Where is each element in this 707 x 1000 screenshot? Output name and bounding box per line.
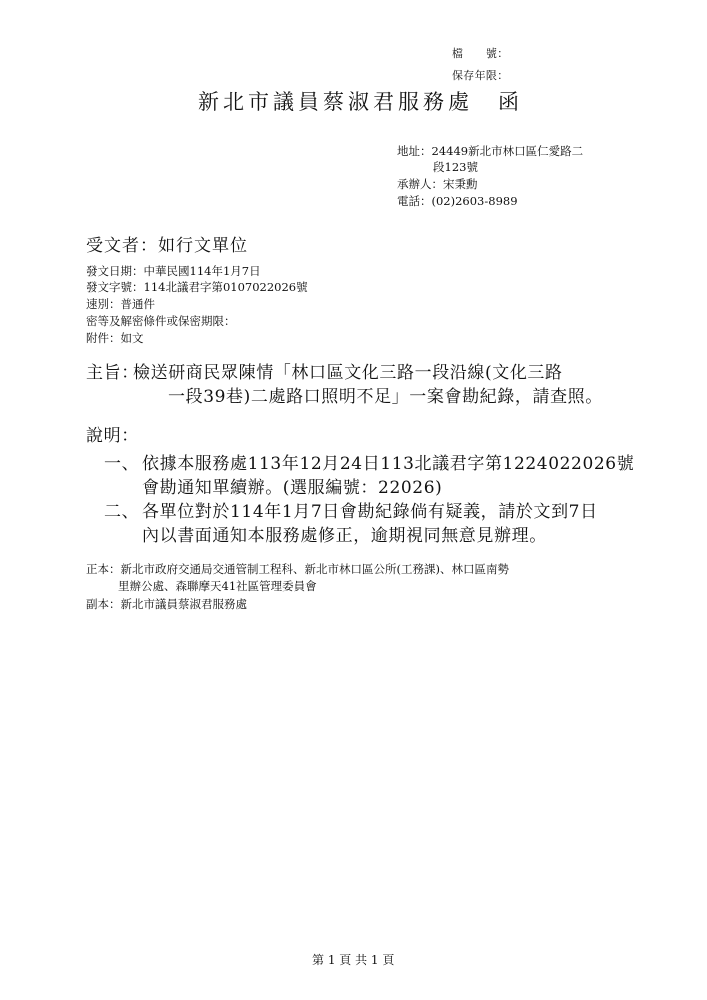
security-level: 密等及解密條件或保密期限： — [86, 314, 236, 328]
explanation-item-line2: 會勘通知單續辦。(選服編號：22026) — [142, 478, 443, 498]
recipient: 受文者：如行文單位 — [86, 236, 248, 256]
page-number: 第 1 頁 共 1 頁 — [312, 953, 395, 967]
document-title: 新北市議員蔡淑君服務處 函 — [198, 90, 523, 114]
subject-label: 主旨： — [86, 363, 139, 383]
delivery-speed: 速別：普通件 — [86, 297, 155, 311]
sender-contact: 承辦人：宋秉勳 — [397, 177, 478, 191]
copy-recipients: 副本：新北市議員蔡淑君服務處 — [86, 597, 247, 611]
main-recipients-line2: 里辦公處、森聯摩天41社區管理委員會 — [118, 579, 317, 593]
subject-line2: 一段39巷)二處路口照明不足」一案會勘紀錄，請查照。 — [168, 387, 603, 407]
attachment: 附件：如文 — [86, 331, 144, 345]
main-recipients-line1: 正本：新北市政府交通局交通管制工程科、新北市林口區公所(工務課)、林口區南勢 — [86, 562, 509, 576]
sender-phone: 電話：(02)2603-8989 — [397, 194, 518, 208]
sender-address-line2: 段123號 — [433, 160, 478, 174]
issue-date: 發文日期：中華民國114年1月7日 — [86, 264, 261, 278]
explanation-item-line1: 依據本服務處113年12月24日113北議君字第1224022026號 — [142, 454, 635, 474]
file-number-label: 檔 號： — [452, 47, 509, 60]
explanation-item-line1: 各單位對於114年1月7日會勘紀錄倘有疑義，請於文到7日 — [142, 502, 598, 522]
explanation-item-number: 二、 — [104, 502, 140, 522]
retention-label: 保存年限： — [452, 69, 509, 82]
document-number: 發文字號：114北議君字第0107022026號 — [86, 280, 308, 294]
subject-line1: 檢送研商民眾陳情「林口區文化三路一段沿線(文化三路 — [133, 363, 563, 383]
explanation-item-line2: 內以書面通知本服務處修正，逾期視同無意見辦理。 — [142, 526, 547, 546]
explanation-item-number: 一、 — [104, 454, 140, 474]
explanation-label: 說明： — [86, 426, 139, 446]
sender-address-line1: 地址：24449新北市林口區仁愛路二 — [397, 144, 584, 158]
